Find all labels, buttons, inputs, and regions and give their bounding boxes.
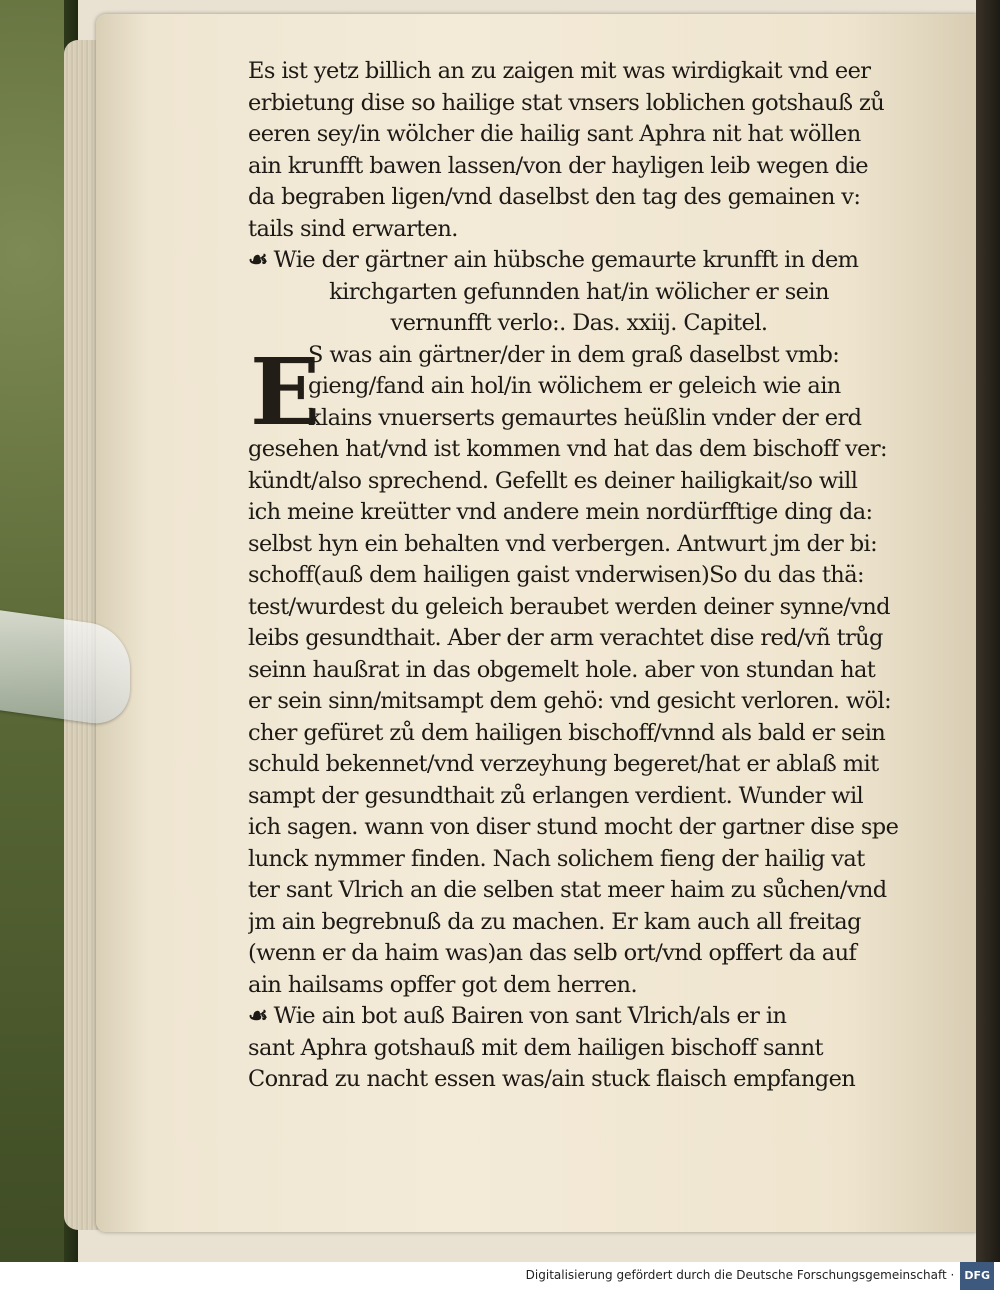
text-line: Es ist yetz billich an zu zaigen mit was wirdigkait vnd eer bbox=[248, 58, 871, 84]
book-spine bbox=[976, 0, 1000, 1262]
chapter-heading-line: sant Aphra gotshauß mit dem hailigen bischoff sannt bbox=[248, 1034, 823, 1061]
text-line: da begraben ligen/vnd daselbst den tag des gemainen v: bbox=[248, 184, 861, 210]
text-line: lunck nymmer finden. Nach solichem fieng der hailig vat bbox=[248, 845, 865, 872]
drop-cap: E bbox=[250, 338, 321, 446]
text-line: schoff(auß dem hailigen gaist vnderwisen)So du das thä: bbox=[248, 562, 864, 588]
chapter-heading-line bbox=[248, 1001, 910, 1033]
chapter-heading-line bbox=[248, 245, 910, 277]
text-line: seinn haußrat in das obgemelt hole. aber von stundan hat bbox=[248, 656, 876, 683]
page-text bbox=[248, 56, 910, 1096]
chapter-heading-line: Conrad zu nacht essen was/ain stuck flaisch empfangen bbox=[248, 1066, 856, 1092]
text-line: selbst hyn ein behalten vnd verbergen. Antwurt jm der bi: bbox=[248, 530, 878, 557]
scan-footer bbox=[0, 1262, 1000, 1288]
chapter-heading-text: Wie der gärtner ain hübsche gemaurte krunfft in dem bbox=[273, 247, 859, 273]
text-line: gesehen hat/vnd ist kommen vnd hat das dem bischoff ver: bbox=[248, 436, 887, 462]
text-line: test/wurdest du geleich beraubet werden deiner synne/vnd bbox=[248, 593, 890, 620]
chapter-heading-text: Wie ain bot auß Bairen von sant Vlrich/als er in bbox=[273, 1003, 787, 1029]
text-line: schuld bekennet/vnd verzeyhung begeret/hat er ablaß mit bbox=[248, 751, 879, 777]
text-line: klains vnuerserts gemaurtes heüßlin vnder der erd bbox=[308, 404, 862, 431]
text-line: leibs gesundthait. Aber der arm verachtet dise red/vñ trůg bbox=[248, 625, 883, 651]
pilcrow-icon: ☙ bbox=[248, 247, 268, 273]
pilcrow-icon: ☙ bbox=[248, 1003, 268, 1029]
funding-credit: Digitalisierung gefördert durch die Deutsche Forschungsgemeinschaft · bbox=[525, 1268, 955, 1282]
text-line: (wenn er da haim was)an das selb ort/vnd opffert da auf bbox=[248, 940, 857, 966]
chapter-heading-line: kirchgarten gefunnden hat/in wölicher er sein bbox=[329, 278, 829, 305]
text-line: cher gefüret zů dem hailigen bischoff/vnnd als bald er sein bbox=[248, 719, 886, 746]
chapter-heading-line: vernunfft verlo:. Das. xxiij. Capitel. bbox=[390, 310, 768, 336]
text-line: ich sagen. wann von diser stund mocht der gartner dise spe bbox=[248, 814, 899, 840]
text-line: sampt der gesundthait zů erlangen verdient. Wunder wil bbox=[248, 782, 864, 809]
text-line: ter sant Vlrich an die selben stat meer haim zu sůchen/vnd bbox=[248, 877, 887, 903]
text-line: er sein sinn/mitsampt dem gehö: vnd gesicht verloren. wöl: bbox=[248, 688, 892, 714]
text-line: ain hailsams opffer got dem herren. bbox=[248, 971, 637, 998]
text-line: ich meine kreütter vnd andere mein nordürfftige ding da: bbox=[248, 499, 873, 525]
dfg-logo: DFG bbox=[960, 1262, 994, 1290]
text-line: tails sind erwarten. bbox=[248, 215, 458, 242]
text-line: eeren sey/in wölcher die hailig sant Aphra nit hat wöllen bbox=[248, 121, 861, 147]
text-line: kündt/also sprechend. Gefellt es deiner hailigkait/so will bbox=[248, 467, 858, 494]
text-line: jm ain begrebnuß da zu machen. Er kam auch all freitag bbox=[248, 908, 861, 935]
text-line: ain krunfft bawen lassen/von der hayligen leib wegen die bbox=[248, 152, 869, 179]
text-line: erbietung dise so hailige stat vnsers loblichen gotshauß zů bbox=[248, 89, 885, 116]
text-line: gieng/fand ain hol/in wölichem er geleich wie ain bbox=[308, 373, 841, 399]
text-line: S was ain gärtner/der in dem graß daselbst vmb: bbox=[308, 341, 840, 368]
